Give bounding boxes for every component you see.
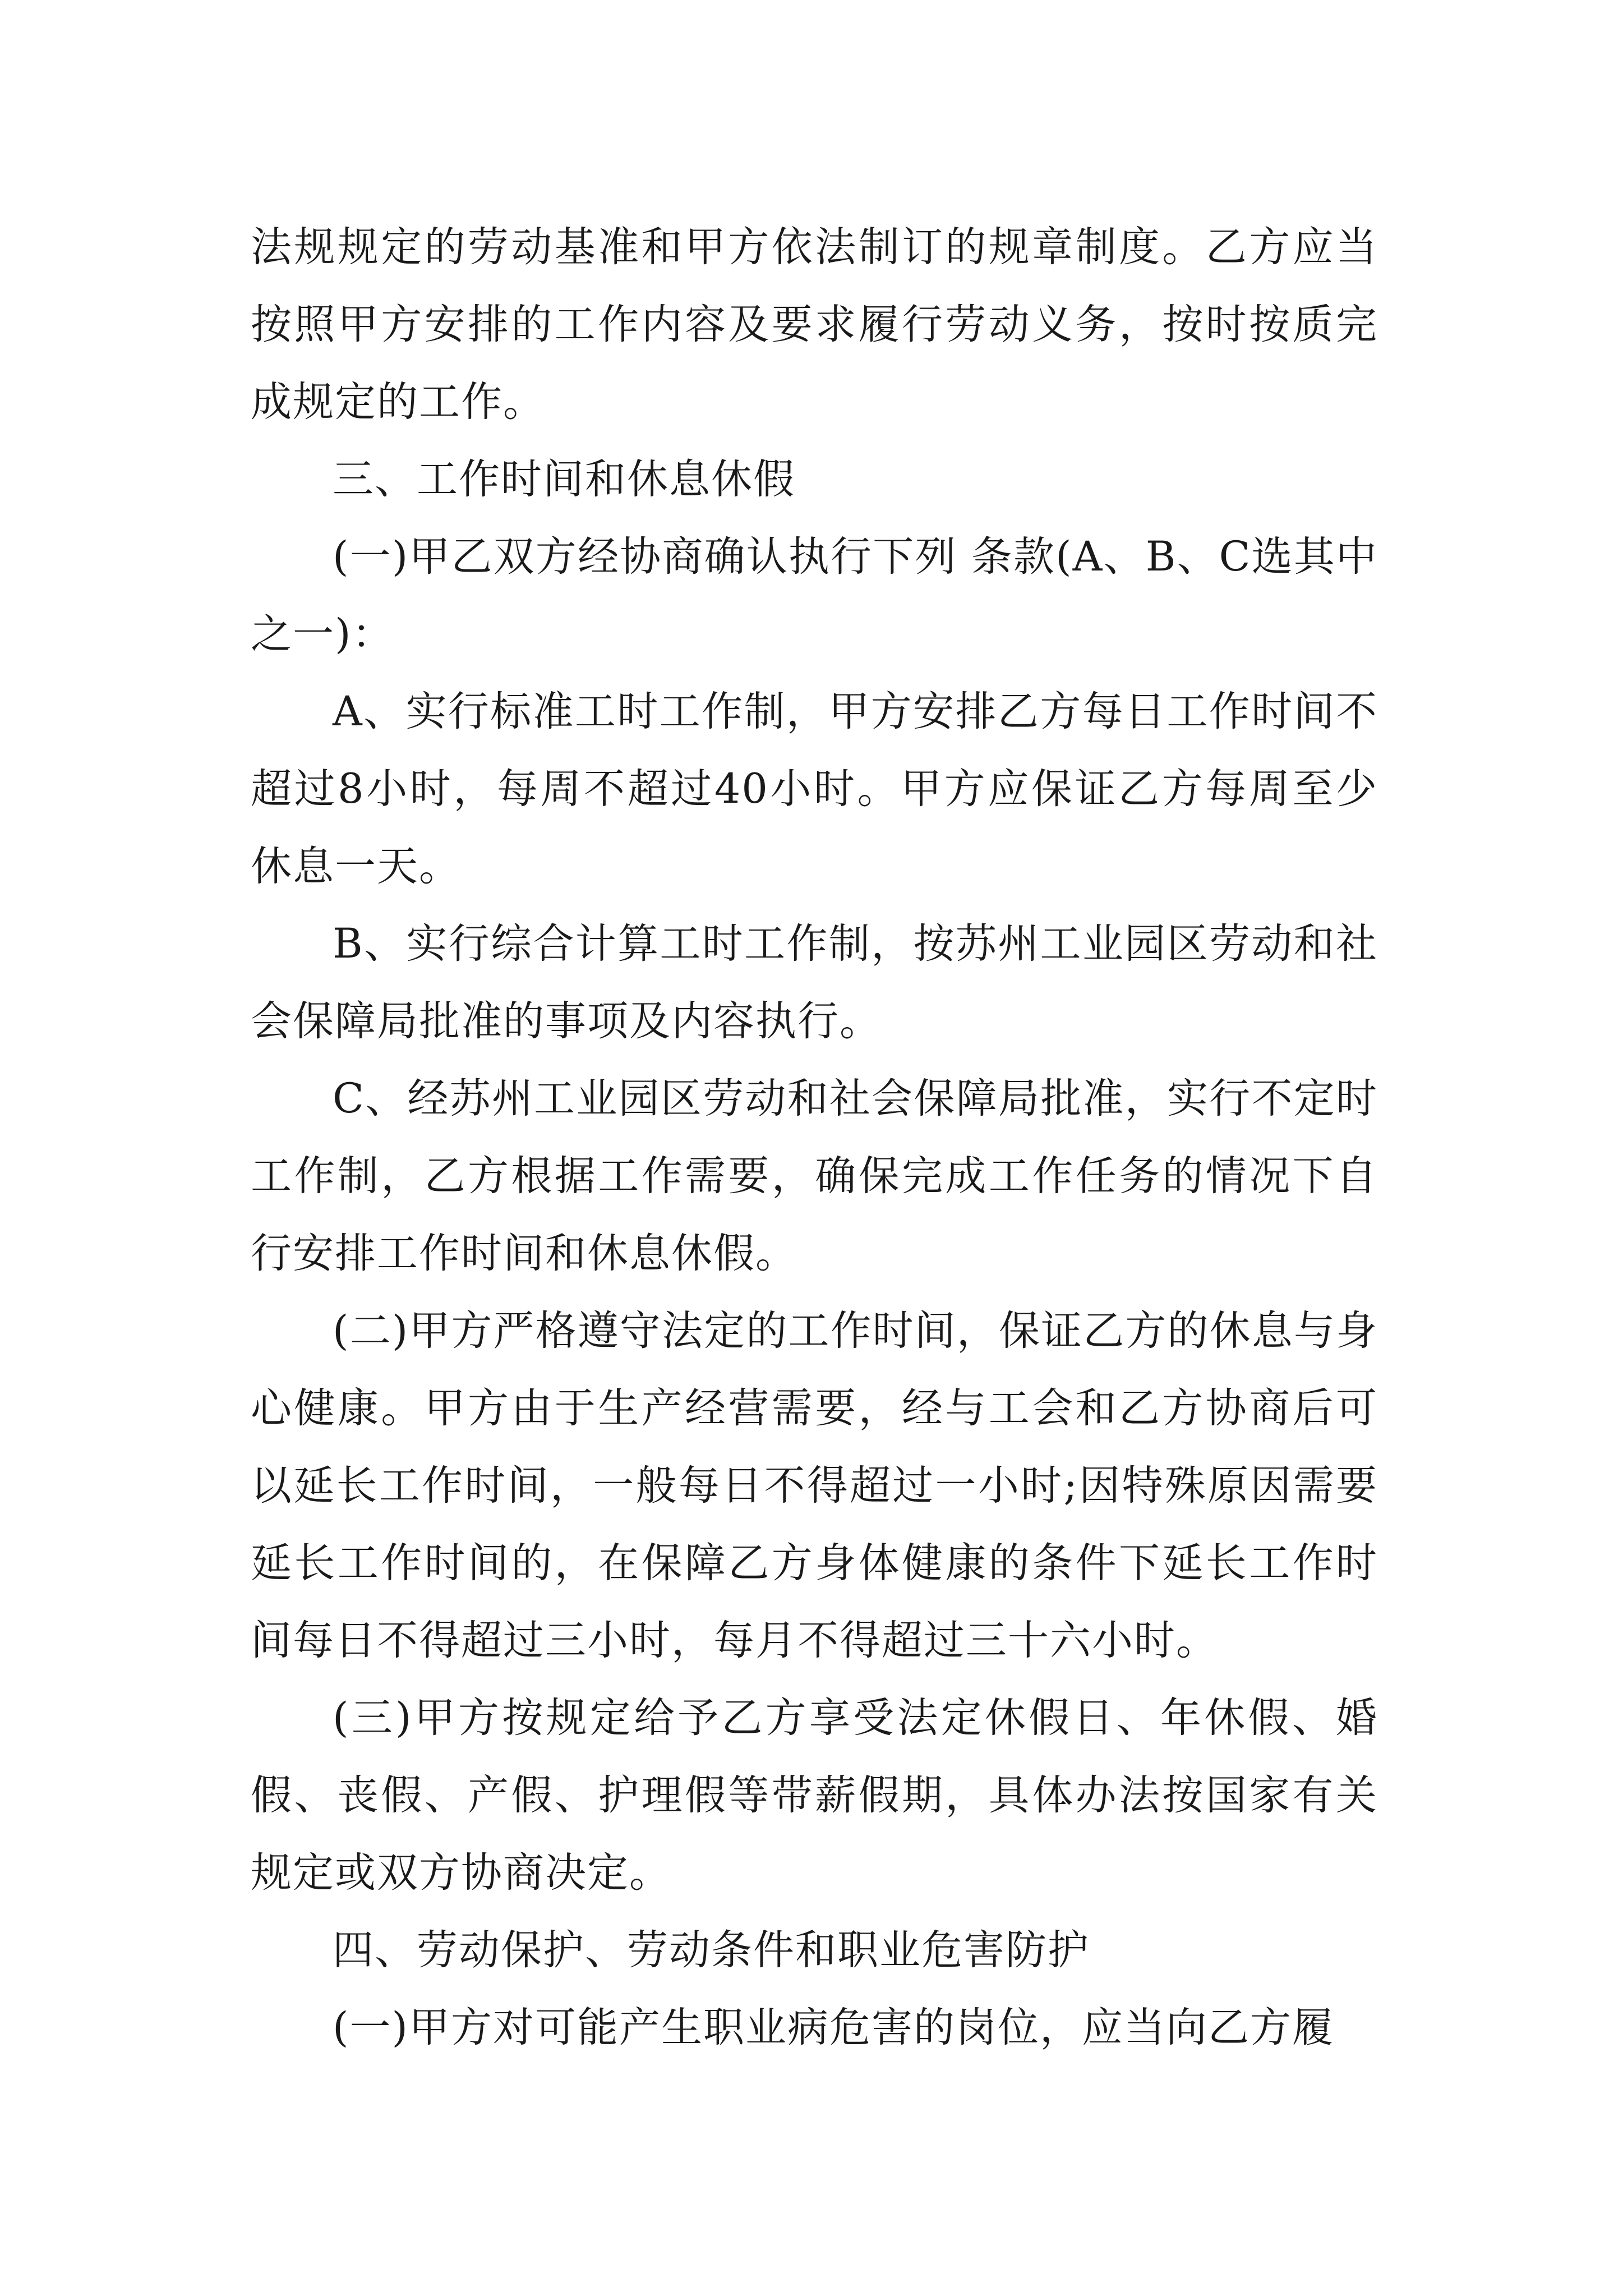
section-heading-work-hours: 三、工作时间和休息休假 [333,455,795,503]
clause-work-hours-system: (一)甲乙双方经协商确认执行下列 条款(A、B、C选其中之一)： [251,533,1378,658]
clause-overtime-limits: (二)甲方严格遵守法定的工作时间，保证乙方的休息与身心健康。甲方由于生产经营需要，经与工会和乙方协商后可以延长工作时间，一般每日不得超过一小时;因特殊原因需要延长工作时间的，在保障乙方身体健康的条件下延长工作时间每日不得超过三小时，每月不得超过三十六小时。 [251,1307,1378,1664]
clause-occupational-hazard: (一)甲方对可能产生职业病危害的岗位，应当向乙方履 [333,2004,1334,2051]
option-b-comprehensive-hours: B、实行综合计算工时工作制，按苏州工业园区劳动和社会保障局批准的事项及内容执行。 [251,920,1378,1045]
option-a-standard-hours: A、实行标准工时工作制，甲方安排乙方每日工作时间不超过8小时，每周不超过40小时。甲方应保证乙方每周至少休息一天。 [251,688,1378,890]
document-body [251,209,1378,2067]
clause-paid-leave: (三)甲方按规定给予乙方享受法定休假日、年休假、婚假、丧假、产假、护理假等带薪假期，具体办法按国家有关规定或双方协商决定。 [251,1694,1378,1897]
paragraph-continuation: 法规规定的劳动基准和甲方依法制订的规章制度。乙方应当按照甲方安排的工作内容及要求履行劳动义务，按时按质完成规定的工作。 [251,223,1378,426]
section-heading-labor-protection: 四、劳动保护、劳动条件和职业危害防护 [333,1926,1090,1974]
option-c-flexible-hours: C、经苏州工业园区劳动和社会保障局批准，实行不定时工作制，乙方根据工作需要，确保完成工作任务的情况下自行安排工作时间和休息休假。 [251,1075,1378,1277]
